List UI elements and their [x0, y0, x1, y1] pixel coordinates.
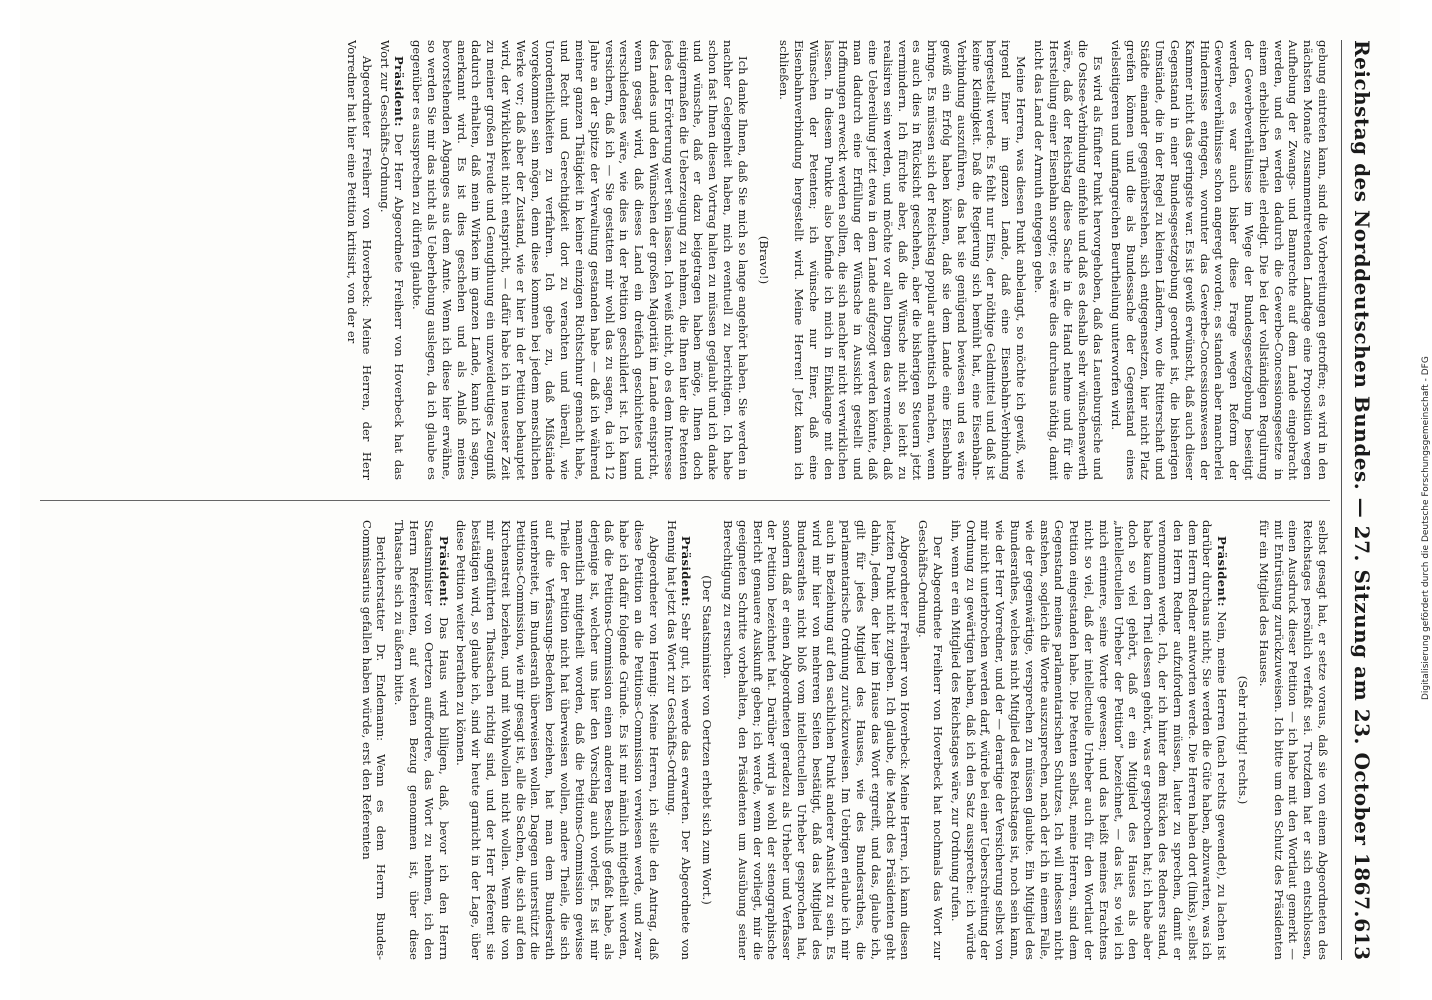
paragraph: [409, 40, 749, 480]
paragraph-text: Der Herr Abgeordnete Freiherr von Hoverbeck hat das Wort zur Geschäfts-Ordnung.: [377, 40, 407, 480]
left-column: [40, 40, 1330, 480]
paragraph: [699, 520, 714, 960]
paragraph: [777, 40, 1029, 480]
column-rule: [40, 500, 1330, 501]
paragraph: [1256, 520, 1330, 960]
paragraph-text: Sehr gut, ich werde das erwarten. Der Abgeordnete von Hennig hat jetzt das Wort zur Geschäfts-Ordnung.: [664, 520, 694, 960]
paragraph-text: (Sehr richtig! rechts.): [1236, 675, 1251, 805]
paragraph-text: (Der Staatsminister von Oertzen erhebt sich zum Wort.): [700, 575, 715, 905]
paragraph-text: selbst gesagt hat, er setze voraus, daß sie von einem Abgeordneten des Reichstages persönlich verfaßt sei. Trotzdem hat er sich entschlossen, einen Ausdruck dieser Petition — ich habe mit den Wortlaut gemerkt — mit Entrüstung zurückzuweisen. Ich bitte um den Schutz des Präsidenten für ein Mitglied des Hauses.: [1256, 520, 1330, 960]
digitization-credit: [1418, 0, 1432, 1000]
paragraph: [359, 520, 389, 960]
paragraph-text: Der Abgeordnete Freiherr von Hoverbeck hat nochmals das Wort zur Geschäfts-Ordnung.: [916, 520, 946, 960]
paragraph: [377, 40, 407, 480]
paragraph-text: Meine Herren, was diesen Punkt anbelangt, so möchte ich gewiß, wie irgend Einer im ganzen Lande, daß eine Eisenbahn-Verbindung hergestellt werde. Es fehlt nur Eins, der nöthige Geldmittel und daß ist keine Kleinigkeit. Daß die Regierung sich bemüht hat, eine Eisenbahn-Verbindung auszuführen, das hat sie genügend bewiesen und es wäre gewiß ein Erfolg haben können, daß sie dem Lande eine Eisenbahn bringe. Es müssen sich der Reichstag popular authentisch machen, wenn es auch dies in Rücksicht geschehen, aber die bisherigen Steuern jetzt vermindern. Ich fürchte aber, daß die Wünsche nicht so leicht zu realisiren sein werden, und möchte vor allen Dingen das vermeiden, daß eine Uebereilung jetzt etwa in dem Lande aufgezogt werden könnte, daß man dadurch eine Erfüllung der Wünsche in Aussicht gestellt und Hoffnungen erweckt werden sollten, die sich nachher nicht verwirklichen lassen. In diesem Punkte also befinde ich mich in Einklange mit den Wünschen der Petenten; ich wünsche nur Einer, daß eine Eisenbahnverbindung hergestellt wird. Meine Herren! Jetzt kann ich schließen.: [777, 40, 1029, 480]
paragraph: [664, 520, 694, 960]
paragraph-text: gebung eintreten kann, sind die Vorbereitungen getroffen; es wird in den nächsten Monate zusammentretenden Landtage eine Proposition wegen Aufhebung der Zwangs- und Bannrechte auf dem Lande eingebracht werden, und es werden dadurch die Gewerbe-Concessionsgesetze in einem erheblichen Theile erledigt. Die bei der vollständigen Regulirung der Gewerbeverhältnisse im Wege der Bundesgesetzgebung beseitigt werden, es war auch bisher diese Frage wegen Reform der Gewerbeverhältnisse schon angeregt worden; es standen aber mancherlei Hindernisse entgegen, worunter das Gewerbe-Concessionswesen der Kammer nicht das geringste war. Es ist gewiß erwünscht, daß auch dieser Gegenstand in einer Bundesgesetzgebung geordnet ist, die bisherigen Umstände, die in der Regel zu kleinen Ländern, wo die Ritterschaft und Städte einander gegenüberstehen, sich entgegensetzen, hier nicht Platz greifen können und die als Bundessache der Gegenstand eines vielseitigeren und umfangreichen Beurtheilung unterworfen wird.: [1108, 40, 1330, 480]
paragraph-text: Abgeordneter Freiherr von Hoverbeck: Meine Herren, ich kann diesen letzten Punkt nicht zugeben. Ich glaube, die Macht des Präsidenten geht dahin, Jedem, der hier im Hause das Wort ergreift, und das, glaube ich, gilt für jedes Mitglied des Hauses, wie des Bundesrathes, die parlamentarische Ordnung zurückzuweisen. Im Uebrigen erlaube ich mir auch in Beziehung auf den sachlichen Punkt anderer Ansicht zu sein. Es wird mir hier von mehreren Seiten bestätigt, daß das Mitglied des Bundesrathes nicht bloß vom intellectuellen Urheber gesprochen hat, sondern daß er einen Abgeordneten geradezu als Urheber und Verfasser der Petition bezeichnet hat. Darüber wird ja wohl der stenographische Bericht genauere Auskunft geben; ich werde, wenn der vorliegt, mir die geeigneten Schritte vorbehalten, den Präsidenten um Ausübung seiner Berechtigung zu ersuchen.: [720, 520, 913, 960]
paragraph-text: (Bravo!): [756, 235, 771, 285]
paragraph: [391, 520, 450, 960]
speaker-label: Präsident:: [392, 56, 407, 127]
paragraph: [756, 40, 771, 480]
paragraph-text: Es wird als fünfter Punkt hervorgehoben, daß das Lauenburgische und die Ostsee-Verbindung einfehle und daß es deshalb sehr wünschenswerth wäre, daß der Reichstag diese Sache in die Hand nehme und für die Herstellung einer Eisenbahn sorgte; es wäre dies durchaus nöthig, damit nicht das Land der Armuth entgegen gehe.: [1031, 40, 1106, 480]
paragraph-text: Abgeordneter Freiherr von Hoverbeck: Meine Herren, der Herr Vorredner hat hier eine Petition kritisirt, von der er: [345, 40, 374, 480]
paragraph: [720, 520, 912, 960]
paragraph: [454, 520, 661, 960]
speaker-label: Präsident:: [1215, 536, 1230, 607]
paragraph-text: Nein, meine Herren (nach rechts gewendet), zu lachen ist darüber durchaus nicht; Sie werden die Güte haben, abzuwarten, was ich dem Herrn Redner antworten werde. Die Herren haben dort (links), selbst den Herrn Redner aufzufordern müssen, lauter zu sprechen, damit er vernommen werde. Ich, der ich hinter dem Rücken des Redners stand, habe kaum den Theil dessen gehört, was er gesprochen hat; ich habe aber doch so viel gehört, daß er ein Mitglied des Hauses als den „intellectuellen Urheber der Petition“ bezeichnet, — das ist, so viel ich mich erinnere, seine Worte gewesen; und das heißt meines Erachtens nicht so viel, daß der intellectuelle Urheber auch für den Wortlaut der Petition eingestanden habe. Die Petenten selbst, meine Herren, sind dem Gegenstand meines parlamentarischen Schutzes. Ich will indessen nicht anstehen, sogleich die Worte auszusprechen, nach der ich in einem Falle, wie der gegenwärtige, versprechen zu müssen glaubte. Ein Mitglied des Bundesrathes, welches nicht Mitglied des Reichstages ist, noch sein kann, wie der Herr Vorredner, und der — derartige der Versicherung selbst von mir nicht unterbrochen werden darf, würde bei einer Ueberschreitung der Ordnung zu gewärtigen haben, daß ich den Satz ausspreche: ich würde ihn, wenn er ein Mitglied des Reichstages wäre, zur Ordnung rufen.: [948, 520, 1230, 960]
paragraph: [1235, 520, 1250, 960]
paragraph: [948, 520, 1229, 960]
paragraph-text: Das Haus wird billigen, daß, bevor ich den Herrn Staatsminister von Oertzen auffordere, das Wort zu nehmen, ich den Herrn Referenten, auf welchen Bezug genommen ist, über diese Thatsache sich zu äußern bitte.: [392, 520, 451, 960]
running-head-title: Reichstag des Norddeutschen Bundes. — 27. Sitzung am 23. October 1867.: [1350, 40, 1374, 918]
paragraph: [1108, 40, 1330, 480]
speaker-label: Präsident:: [679, 536, 694, 607]
paragraph: [1031, 40, 1105, 480]
page-number: 613: [1350, 918, 1374, 960]
speaker-label: Präsident:: [436, 536, 451, 607]
newspaper-page: [20, 0, 1400, 1000]
right-column: [40, 520, 1330, 960]
digitization-credit-text: Digitalisierung gefördert durch die Deutsche Forschungsgemeinschaft - DFG: [1421, 356, 1431, 700]
paragraph-text: Ich danke Ihnen, daß Sie mich so lange angehört haben. Sie werden in nachher Gelegenheit haben, mich eventuell zu berichtigen. Ich habe schon fast Ihnen diesen Vortrag halten zu müssen geglaubt und ich danke und wünsche, daß er dazu beigetragen haben möge, Ihnen doch einigermaßen die Ueberzeugung zu nehmen, die Ihnen hier die Petenten jedes der Erörterung wert sein lassen. Ich weiß nicht, ob es dem Interesse des Landes und den Wünschen der großen Majorität im Lande entspricht, wenn gesagt wird, daß dieses Land ein dreifach geschichtetes und verschiedenes wäre, wie dies in der Petition geschildert ist. Ich kann versichern, daß ich — Sie gestatten mir wohl das zu sagen, da ich 12 Jahre an der Spitze der Verwaltung gestanden habe — daß ich während meiner ganzen Thätigkeit in keiner einzigen Richtschnur gemacht habe, und Recht und Gerechtigkeit dort zu verachten und überall, wie Unordentlichkeiten zu verfahren. Ich gebe zu, daß Mißstände vorgekommen sein mögen, denn diese kommen bei jedem menschlichen Werke vor; daß aber der Zustand, wie er hier in der Petition behauptet wird, der Wirklichkeit nicht entspricht, — dafür habe ich in neuester Zeit zu meiner großen Freude und Genugthuung ein unzweideutiges Zeugniß dadurch erhalten, daß mein Wirken im ganzen Lande, kann ich sagen, anerkannt wird. Es ist dies geschehen und als Anlaß meines bevorstehenden Abganges aus dem Amte. Wenn ich diese hier erwähne, so werden Sie mir das nicht als Ueberhebung auslegen, da ich glaube es gegenüber es aussprechen zu dürfen glaubte.: [410, 40, 750, 480]
paragraph: [915, 520, 945, 960]
paragraph-text: Abgeordneter von Hennig: Meine Herren, ich stelle den Antrag, daß diese Petition an die Petitions-Commission verwiesen werde, und zwar habe ich dafür folgende Gründe. Es ist mir nämlich mitgetheilt worden, daß die Petitions-Commission einen anderen Beschluß gefaßt habe, als derjenige ist, welcher uns hier den Vorschlag auch vorlegt. Es ist mir namentlich mitgetheilt worden, daß die Petitions-Commission gewisse Theile der Petition nicht hat überweisen wollen, andere Theile, die sich auf die Verfassungs-Bedenken beziehen, hat man dem Bundesrath unterbreitet, im Bundesrath überweisen wollen. Dagegen unterstützt die Petitions-Commission, wie mir gesagt ist, alle die Sachen, die sich auf den Kirchenstreit beziehen, und mit Wohlwollen nicht wollen. Wenn die von mir angeführten Thatsachen richtig sind, und der Herr Referent sie bestätigen wird, so glaube ich, sind wir heute garnicht in der Lage, über diese Petition weiter berathen zu können.: [454, 520, 661, 960]
paragraph-text: Berichterstatter Dr. Endemann: Wenn es dem Herrn Bundes-Commissarius gefallen haben würde, erst den Referenten: [359, 520, 389, 960]
paragraph: [344, 40, 374, 480]
running-head: [1341, 40, 1382, 960]
